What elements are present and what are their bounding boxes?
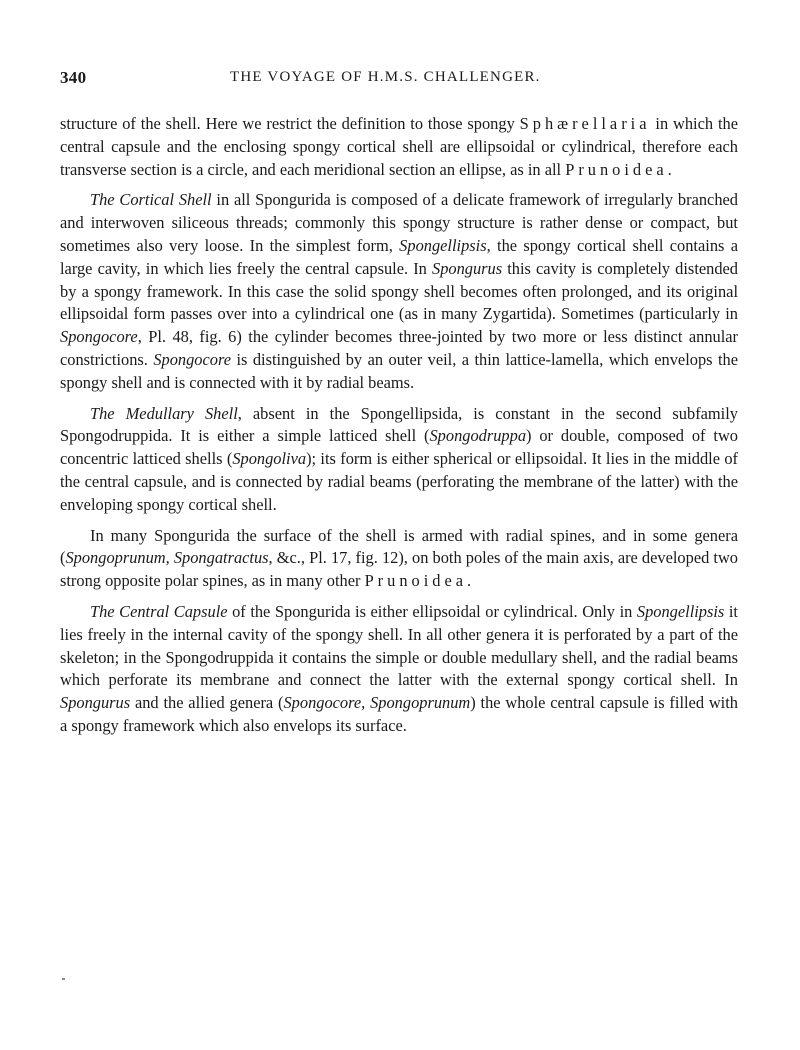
genus-name: Spongoliva — [232, 449, 307, 469]
genus-name: Spongurus — [432, 258, 503, 278]
body-text — [60, 113, 738, 746]
running-title: THE VOYAGE OF H.M.S. CHALLENGER. — [230, 69, 541, 85]
text-run: this cavity is completely distended by a spongy framework. In this case the solid spongy shell becomes often prolonged, and its original ellipsoidal form passes over into a cylindrical one (as in many Zygartida). Sometimes (particularly in — [60, 258, 739, 324]
text-run: is distinguished by an outer veil, a thin lattice-lamella, which envelops the spongy shell and is connected with it by radial beams. — [60, 349, 739, 392]
genus-name: Spongocore — [60, 327, 138, 347]
text-run: , &c., Pl. 17, fig. 12), on both poles of the main axis, are developed two strong opposite polar spines, as in many other — [60, 548, 738, 591]
text-run: In many Spongurida the surface of the shell is armed with radial spines, and in some genera ( — [60, 525, 738, 568]
text-run: , the spongy cortical shell contains a large cavity, in which lies freely the central capsule. In — [60, 235, 738, 278]
genus-name: Spongocore — [153, 349, 232, 369]
text-run: of the Spongurida is either ellipsoidal or cylindrical. Only in — [227, 601, 637, 621]
spaced-term: Prunoidea — [364, 571, 468, 591]
text-run: in all Spongurida is composed of a delicate framework of irregularly branched and interwoven siliceous threads; commonly this spongy structure is rather dense or compact, but sometimes also very loose. In the simplest form, — [60, 190, 738, 255]
genus-name: Spongellipsis — [636, 601, 725, 621]
section-heading: The Central Capsule — [90, 601, 228, 621]
text-run: , absent in the Spongellipsida, is constant in the second subfamily Spongodruppida. It is either a simple latticed shell ( — [60, 403, 738, 446]
genus-name: Spongellipsis — [399, 235, 487, 255]
print-speck — [62, 978, 65, 980]
text-run: , Pl. 48, fig. 6) the cylinder becomes three-jointed by two more or less distinct annular constrictions. — [60, 327, 738, 369]
genus-name: Spongurus — [60, 693, 131, 713]
genus-name: Spongocore, Spongoprunum — [283, 693, 471, 713]
paragraph-spines — [60, 525, 738, 593]
paragraph-cortical-shell — [60, 189, 738, 394]
text-run: it lies freely in the internal cavity of the spongy shell. In all other genera it is perforated by a part of the skeleton; in the Spongodruppida it contains the simple or double medullary shell, and the radial beams which perforate its membrane and connect the latter with the external spongy cortical shell. In — [60, 601, 738, 690]
page-number: 340 — [60, 68, 87, 87]
spaced-term: Sphærellaria — [519, 114, 651, 133]
section-heading: The Medullary Shell — [90, 403, 238, 423]
page-header — [60, 68, 740, 92]
text-run: structure of the shell. Here we restrict the definition to those spongy — [60, 114, 520, 133]
genus-name: Spongodruppa — [429, 426, 527, 446]
text-run: . — [467, 571, 472, 591]
text-run: in which the central capsule and the enclosing spongy cortical shell are ellipsoidal or cylindrical, therefore each transverse section is a circle, and each meridional section an ellipse, as in all — [60, 114, 738, 179]
paragraph-definition — [60, 113, 738, 181]
paragraph-central-capsule — [60, 601, 738, 738]
text-run: ) or double, composed of two concentric latticed shells ( — [60, 426, 738, 469]
section-heading: The Cortical Shell — [90, 190, 212, 210]
text-run: and the allied genera ( — [130, 693, 284, 713]
genus-name: Spongoprunum, Spongatractus — [65, 548, 269, 568]
text-run: ) the whole central capsule is filled with a spongy framework which also envelops its surface. — [60, 693, 738, 735]
spaced-term: Prunoidea — [565, 159, 668, 179]
text-run: ); its form is either spherical or ellipsoidal. It lies in the middle of the central capsule, and is connected by radial beams (perforating the membrane of the latter) with the enveloping spongy cortical shell. — [60, 449, 739, 514]
paragraph-medullary-shell — [60, 403, 738, 517]
text-run: . — [667, 159, 672, 179]
